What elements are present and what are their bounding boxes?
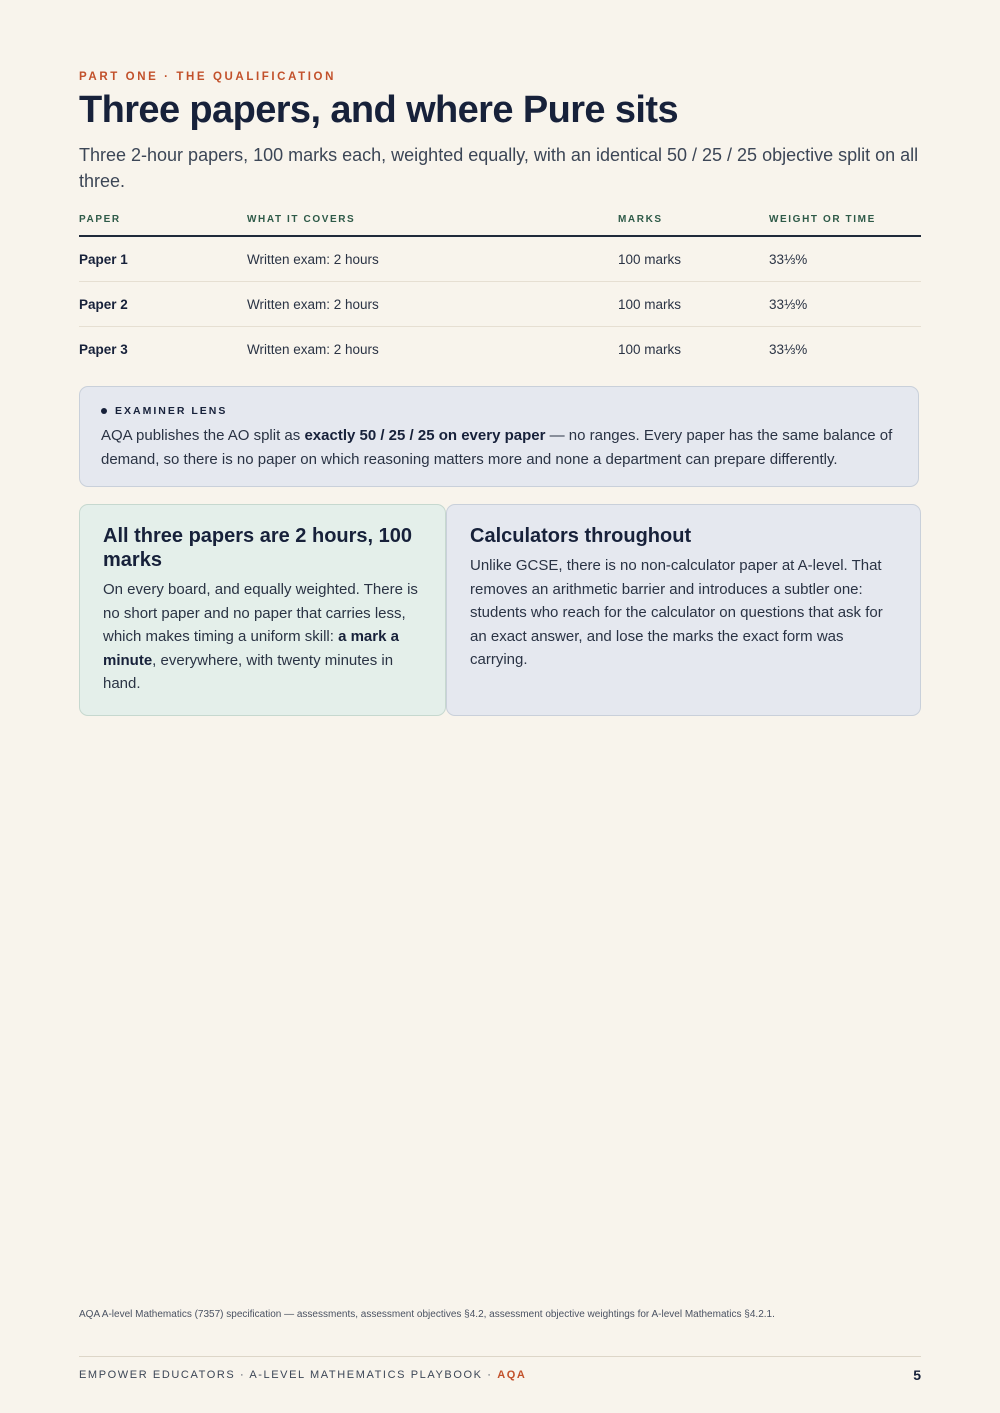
column-header-covers: WHAT IT COVERS [247, 211, 618, 236]
lens-text-end: — no ranges. Every paper has the same balance of demand, so there is no paper on which reasoning matters more and none a department can prepare differently. [101, 427, 893, 468]
section-eyebrow: PART ONE · THE QUALIFICATION [79, 71, 337, 83]
cell-weight: 33⅓% [769, 236, 921, 282]
column-header-weight: WEIGHT OR TIME [769, 211, 921, 236]
cell-marks: 100 marks [618, 282, 769, 327]
lens-text-start: AQA publishes the AO split as [101, 427, 305, 444]
examiner-lens-text [101, 424, 897, 472]
cell-paper: Paper 3 [79, 341, 128, 357]
page-title: Three papers, and where Pure sits [79, 89, 678, 131]
table-row [79, 282, 921, 327]
column-header-marks: MARKS [618, 211, 769, 236]
page-footer [79, 1367, 921, 1383]
table-row [79, 236, 921, 282]
footer-board: AQA [497, 1369, 527, 1381]
table-row [79, 327, 921, 372]
card-calculators-title: Calculators throughout [470, 525, 692, 547]
source-note: AQA A-level Mathematics (7357) specification — assessments, assessment objectives §4.2, assessment objective weightings for A-level Mathematics §4.2.1. [79, 1309, 775, 1320]
lens-text-emphasis: exactly 50 / 25 / 25 on every paper [304, 427, 546, 444]
examiner-lens-callout [79, 386, 919, 487]
footer-title [79, 1369, 526, 1381]
card-timing-text [103, 578, 422, 696]
cell-weight: 33⅓% [769, 341, 808, 357]
card-timing-text-end: , everywhere, with twenty minutes in hand. [103, 651, 394, 693]
table-header-row [79, 211, 921, 236]
card-timing-emphasis: a mark a minute [103, 628, 399, 669]
card-calculators [446, 504, 921, 716]
cell-covers: Written exam: 2 hours [247, 236, 618, 282]
examiner-lens-header [101, 405, 897, 417]
column-header-paper: PAPER [79, 211, 247, 236]
footer-text: EMPOWER EDUCATORS · A-LEVEL MATHEMATICS PLAYBOOK · [79, 1369, 498, 1381]
card-timing-text-start: On every board, and equally weighted. There is no short paper and no paper that carries less, which makes timing a uniform skill: [103, 581, 418, 646]
footer-divider [79, 1356, 921, 1357]
cell-marks: 100 marks [618, 341, 682, 357]
cell-marks: 100 marks [618, 236, 769, 282]
card-calculators-text: Unlike GCSE, there is no non-calculator paper at A-level. That removes an arithmetic barrier and introduces a subtler one: students who reach for the calculator on questions that ask for an exact answer, and lose the marks the exact form was carrying. [470, 557, 883, 669]
page-number: 5 [913, 1367, 921, 1383]
bullet-dot-icon [101, 408, 107, 414]
cell-covers: Written exam: 2 hours [247, 282, 618, 327]
card-timing [79, 504, 446, 716]
cell-paper: Paper 1 [79, 236, 247, 282]
card-timing-title: All three papers are 2 hours, 100 marks [103, 525, 413, 571]
examiner-lens-label: EXAMINER LENS [115, 405, 228, 417]
page-subtitle: Three 2-hour papers, 100 marks each, weighted equally, with an identical 50 / 25 / 25 objective split on all three. [79, 145, 919, 191]
papers-table [79, 211, 921, 371]
cell-weight: 33⅓% [769, 282, 921, 327]
cell-paper: Paper 2 [79, 282, 247, 327]
cell-covers: Written exam: 2 hours [247, 341, 379, 357]
